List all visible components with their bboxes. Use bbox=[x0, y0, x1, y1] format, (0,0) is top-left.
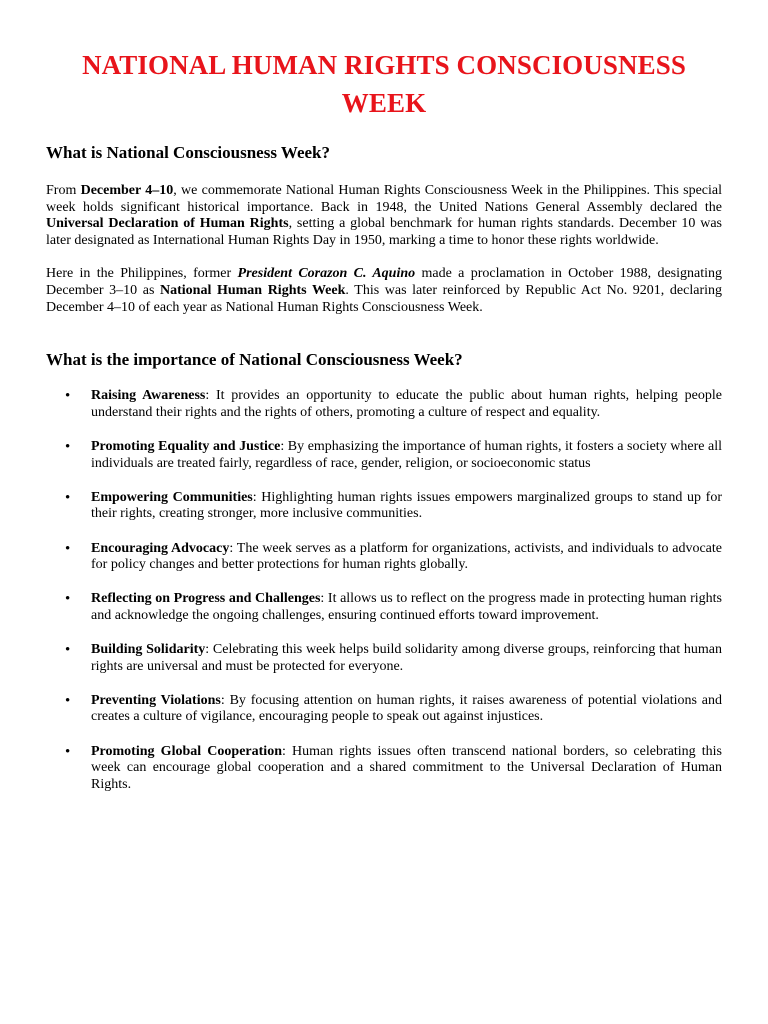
bullet-icon: • bbox=[65, 692, 71, 709]
bullet-icon: • bbox=[65, 540, 71, 557]
bullet-icon: • bbox=[65, 743, 71, 760]
page-title: NATIONAL HUMAN RIGHTS CONSCIOUSNESS WEEK bbox=[82, 50, 686, 118]
section-heading-what-is: What is National Consciousness Week? bbox=[46, 143, 331, 162]
paragraph-intro bbox=[46, 183, 722, 249]
list-item-term: Building Solidarity bbox=[91, 642, 206, 658]
paragraph-philippines bbox=[46, 266, 722, 316]
list-item-text: : The week serves as a platform for organizations, activists, and individuals to advocate for policy changes and better protections for human rights globally. bbox=[91, 540, 722, 573]
importance-list bbox=[46, 388, 722, 793]
list-item-text: : It allows us to reflect on the progress made in protecting human rights and acknowledge the ongoing challenges, ensuring continued efforts toward improvement. bbox=[91, 591, 723, 623]
bullet-icon: • bbox=[65, 489, 71, 506]
list-item bbox=[46, 388, 722, 421]
list-item bbox=[46, 642, 722, 675]
list-item bbox=[46, 591, 722, 624]
paragraph-text: . This was later reinforced by Republic Act No. 9201, declaring December 4–10 of each year as National Human Rights Consciousness Week. bbox=[46, 282, 722, 315]
list-item-term: Promoting Global Cooperation bbox=[91, 743, 282, 759]
list-item-term: Empowering Communities bbox=[91, 489, 253, 505]
list-item-text: : Highlighting human rights issues empowers marginalized groups to stand up for their rights, creating stronger, more inclusive communities. bbox=[91, 489, 722, 522]
list-item-text: : Human rights issues often transcend national borders, so celebrating this week can encourage global cooperation and a shared commitment to the Universal Declaration of Human Rights. bbox=[91, 743, 722, 792]
bullet-icon: • bbox=[65, 591, 71, 608]
paragraph-text: made a proclamation in October 1988, designating December 3–10 as bbox=[46, 266, 722, 298]
bold-dates: December 4–10 bbox=[80, 183, 174, 198]
list-item-text: : By emphasizing the importance of human rights, it fosters a society where all individuals are treated fairly, regardless of race, gender, religion, or socioeconomic status bbox=[91, 438, 723, 471]
list-item-text: : Celebrating this week helps build solidarity among diverse groups, reinforcing that human rights are universal and must be protected for everyone. bbox=[91, 642, 722, 674]
list-item-term: Reflecting on Progress and Challenges bbox=[91, 591, 321, 607]
list-item bbox=[46, 439, 722, 472]
paragraph-text: , setting a global benchmark for human rights standards. December 10 was later designated as International Human Rights Day in 1950, marking a time to honor these rights worldwide. bbox=[46, 216, 723, 248]
bold-italic-president: President Corazon C. Aquino bbox=[237, 266, 416, 282]
list-item-term: Promoting Equality and Justice bbox=[91, 438, 281, 454]
list-item-term: Preventing Violations bbox=[91, 692, 221, 708]
list-item-term: Raising Awareness bbox=[91, 388, 206, 404]
paragraph-text: Here in the Philippines, former bbox=[46, 266, 238, 282]
list-item bbox=[46, 693, 722, 726]
bold-udhr: Universal Declaration of Human Rights bbox=[46, 216, 289, 232]
bold-week-name: National Human Rights Week bbox=[160, 282, 346, 298]
list-item-term: Encouraging Advocacy bbox=[91, 540, 230, 556]
bullet-icon: • bbox=[65, 388, 71, 405]
bullet-icon: • bbox=[65, 438, 71, 455]
paragraph-text: , we commemorate National Human Rights Consciousness Week in the Philippines. This special week holds significant historical importance. Back in 1948, the United Nations General Assembly declared the bbox=[46, 183, 723, 215]
list-item bbox=[46, 744, 722, 794]
list-item-text: : It provides an opportunity to educate the public about human rights, helping people understand their rights and the rights of others, promoting a culture of respect and equality. bbox=[91, 388, 722, 420]
list-item-text: : By focusing attention on human rights, it raises awareness of potential violations and creates a culture of vigilance, encouraging people to speak out against injustices. bbox=[91, 692, 723, 725]
section-heading-importance: What is the importance of National Consciousness Week? bbox=[46, 350, 463, 370]
list-item bbox=[46, 541, 722, 574]
paragraph-text: From bbox=[46, 183, 81, 198]
document-page bbox=[46, 46, 722, 811]
bullet-icon: • bbox=[65, 642, 71, 659]
list-item bbox=[46, 490, 722, 523]
